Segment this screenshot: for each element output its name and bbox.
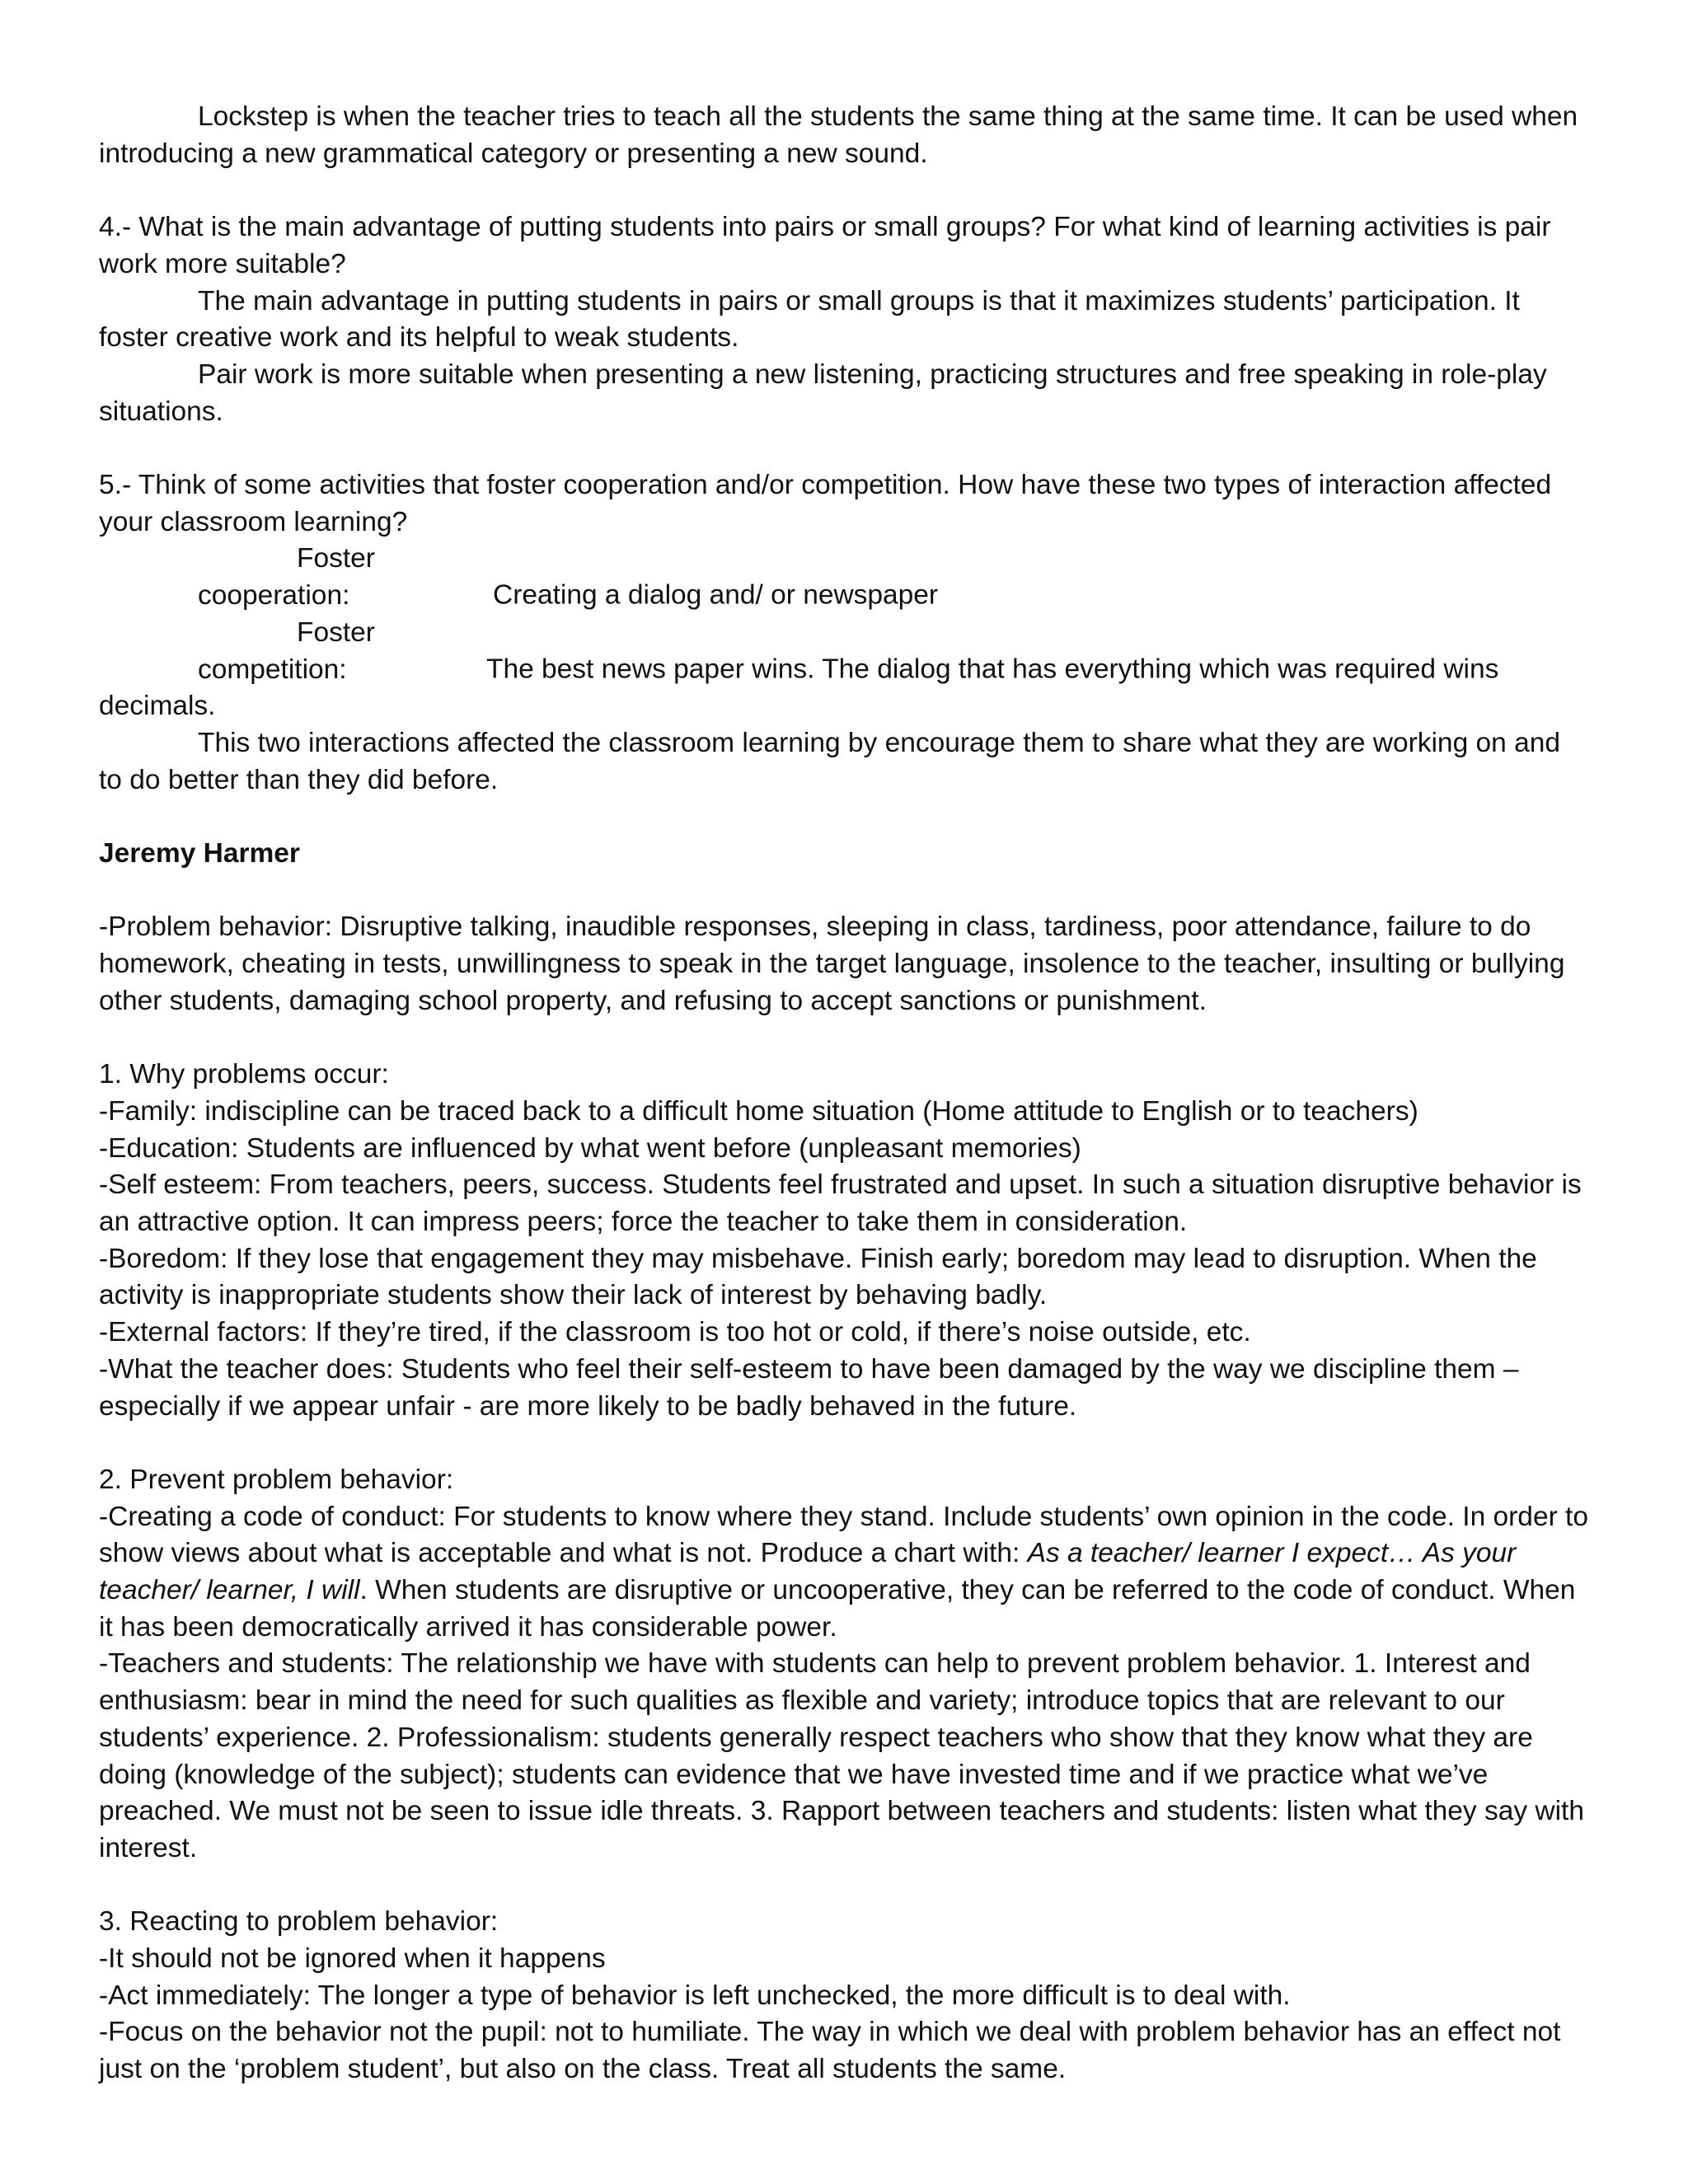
foster-cooperation-line <box>99 541 1589 614</box>
external-factors-item: -External factors: If they’re tired, if the classroom is too hot or cold, if there’s noise outside, etc. <box>99 1317 1251 1348</box>
foster-competition-label: Foster competition: <box>198 616 375 685</box>
spacer <box>99 1868 1589 1905</box>
teacher-does-item: -What the teacher does: Students who feel their self-esteem to have been damaged by the way we discipline them – especially if we appear unfair - are more likely to be badly behaved in the future. <box>99 1353 1519 1422</box>
why-problems-heading: 1. Why problems occur: <box>99 1059 389 1090</box>
self-esteem-item: -Self esteem: From teachers, peers, success. Students feel frustrated and upset. In such a situation disruptive behavior is an attractive option. It can impress peers; force the teacher to take them in consideration. <box>99 1169 1582 1238</box>
teachers-students-item: -Teachers and students: The relationship we have with students can help to prevent problem behavior. 1. Interest and enthusiasm: bear in mind the need for such qualities as flexible and variety; introduce topics that are relevant to our students’ experience. 2. Professionalism: students generally respect teachers who show that they know what they are doing (knowledge of the subject); students can evidence that we have invested time and if we practice what we’ve preached. We must not be seen to issue idle threats. 3. Rapport between teachers and students: listen what they say with interest. <box>99 1648 1584 1863</box>
foster-cooperation-value: Creating a dialog and/ or newspaper <box>493 580 939 612</box>
prevent-behavior-heading: 2. Prevent problem behavior: <box>99 1464 454 1495</box>
question-5: 5.- Think of some activities that foster cooperation and/or competition. How have these two types of interaction affected your classroom learning? <box>99 470 1552 537</box>
education-item: -Education: Students are influenced by what went before (unpleasant memories) <box>99 1132 1081 1164</box>
code-of-conduct-text-b: . When students are disruptive or uncooperative, they can be referred to the code of conduct. When it has been democratically arrived it has considerable power. <box>99 1575 1576 1643</box>
foster-cooperation-label: Foster cooperation: <box>198 543 375 612</box>
problem-behavior-paragraph: -Problem behavior: Disruptive talking, inaudible responses, sleeping in class, tardiness, poor attendance, failure to do homework, cheating in tests, unwillingness to speak in the target language, insolence to the teacher, insulting or bullying other students, damaging school property, and refusing to accept sanctions or punishment. <box>99 912 1565 1016</box>
family-item: -Family: indiscipline can be traced back to a difficult home situation (Home attitude to English or to teachers) <box>99 1095 1418 1127</box>
question-4: 4.- What is the main advantage of putting students into pairs or small groups? For what kind of learning activities is pair work more suitable? <box>99 212 1551 279</box>
question-5-answer: This two interactions affected the classroom learning by encourage them to share what they are working on and to do better than they did before. <box>99 727 1560 795</box>
reacting-behavior-heading: 3. Reacting to problem behavior: <box>99 1906 499 1938</box>
spacer <box>99 1020 1589 1057</box>
question-4-answer-1: The main advantage in putting students in pairs or small groups is that it maximizes students’ participation. It foster creative work and its helpful to weak students. <box>99 285 1520 354</box>
foster-competition-value: The best news paper wins. The dialog that has everything which was required wins decimals. <box>99 654 1499 722</box>
not-ignored-item: -It should not be ignored when it happens <box>99 1943 606 1975</box>
foster-competition-line <box>99 615 1589 725</box>
focus-behavior-item: -Focus on the behavior not the pupil: not to humiliate. The way in which we deal with problem behavior has an effect not just on the ‘problem student’, but also on the class. Treat all students the same. <box>99 2017 1561 2085</box>
section-heading: Jeremy Harmer <box>99 838 300 869</box>
code-of-conduct-text-a: -Creating a code of conduct: For students to know where they stand. Include students’ own opinion in the code. In order to show views about what is acceptable and what is not. Produce a chart with: <box>99 1501 1588 1569</box>
lockstep-paragraph: Lockstep is when the teacher tries to teach all the students the same thing at the same time. It can be used when introducing a new grammatical category or presenting a new sound. <box>99 101 1578 169</box>
spacer <box>99 1425 1589 1462</box>
code-of-conduct-item <box>99 1499 1589 1647</box>
spacer <box>99 430 1589 467</box>
act-immediately-item: -Act immediately: The longer a type of behavior is left unchecked, the more difficult is to deal with. <box>99 1980 1291 2011</box>
spacer <box>99 873 1589 910</box>
spacer <box>99 172 1589 209</box>
code-of-conduct-italic: As a teacher/ learner I expect… As your teacher/ learner, I will <box>99 1538 1517 1606</box>
spacer <box>99 799 1589 836</box>
boredom-item: -Boredom: If they lose that engagement they may misbehave. Finish early; boredom may lead to disruption. When the activity is inappropriate students show their lack of interest by behaving badly. <box>99 1243 1537 1311</box>
question-4-answer-2: Pair work is more suitable when presenting a new listening, practicing structures and free speaking in role-play situations. <box>99 359 1547 427</box>
